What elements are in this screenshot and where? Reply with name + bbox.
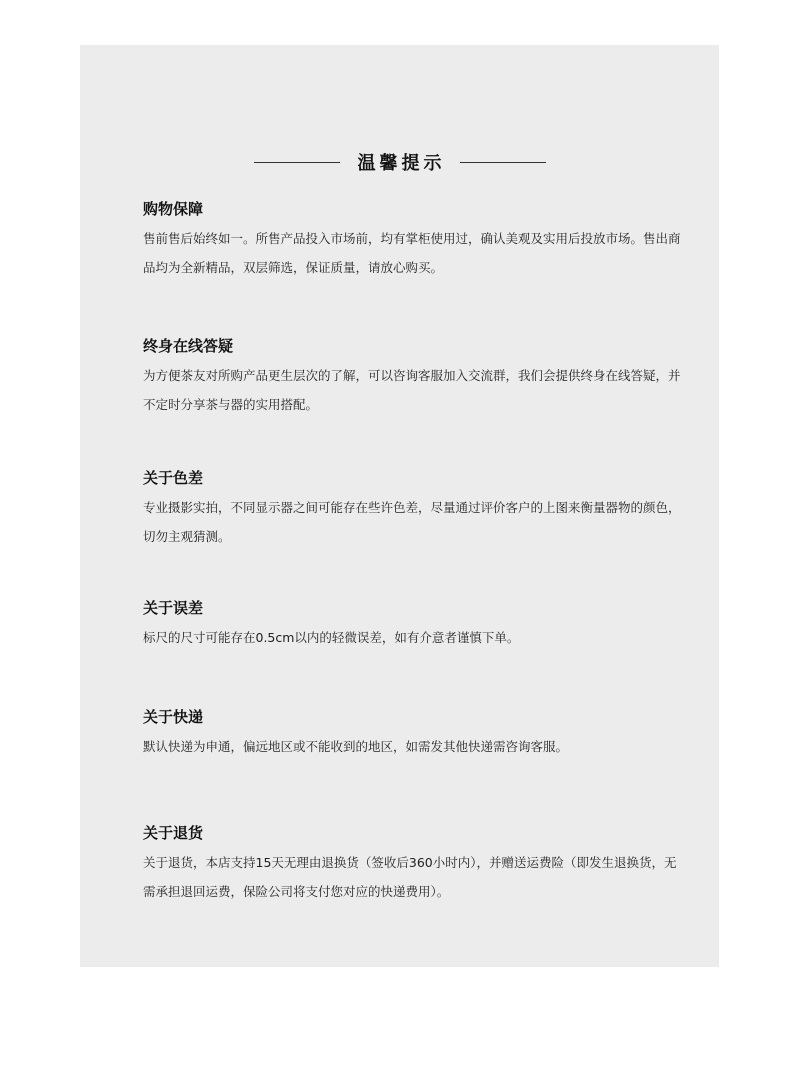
section-title: 关于色差 — [143, 469, 204, 487]
section-text: 关于退货，本店支持15天无理由退换货（签收后360小时内），并赠送运费险（即发生退换货，无需承担退回运费，保险公司将支付您对应的快递费用）。 — [143, 855, 677, 899]
heading-left-rule — [254, 162, 340, 163]
section-text: 售前售后始终如一。所售产品投入市场前，均有掌柜使用过，确认美观及实用后投放市场。售出商品均为全新精品，双层筛选，保证质量，请放心购买。 — [143, 231, 681, 275]
section-text: 标尺的尺寸可能存在0.5cm以内的轻微误差，如有介意者谨慎下单。 — [143, 630, 520, 645]
section-text: 为方便茶友对所购产品更生层次的了解，可以咨询客服加入交流群，我们会提供终身在线答疑，并不定时分享茶与器的实用搭配。 — [143, 368, 681, 412]
section-lifetime-support — [143, 335, 683, 419]
section-text: 默认快递为申通，偏远地区或不能收到的地区，如需发其他快递需咨询客服。 — [143, 739, 569, 754]
section-text: 专业摄影实拍，不同显示器之间可能存在些许色差，尽量通过评价客户的上图来衡量器物的颜色，切勿主观猜测。 — [143, 500, 681, 544]
section-returns — [143, 822, 683, 906]
section-delivery — [143, 706, 683, 761]
section-shopping-guarantee — [143, 198, 683, 282]
section-size-error — [143, 597, 683, 652]
section-title: 购物保障 — [143, 200, 204, 218]
section-title: 关于误差 — [143, 599, 204, 617]
heading-right-rule — [460, 162, 546, 163]
notice-title: 温馨提示 — [357, 153, 446, 174]
section-title: 关于快递 — [143, 708, 204, 726]
notice-heading — [80, 149, 719, 175]
notice-panel — [80, 45, 719, 967]
section-title: 关于退货 — [143, 824, 204, 842]
section-title: 终身在线答疑 — [143, 337, 234, 355]
section-color-difference — [143, 467, 683, 551]
